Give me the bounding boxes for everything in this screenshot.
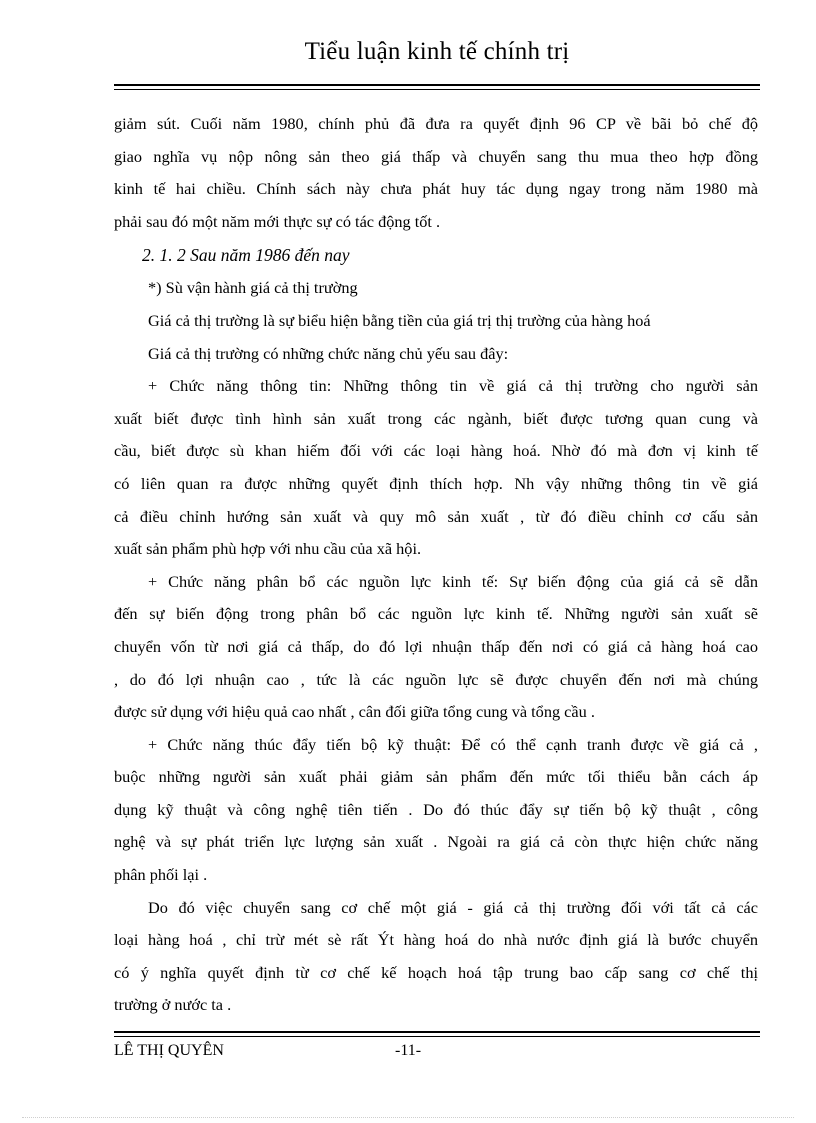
text-line: Giá cả thị trường là sự biểu hiện bằng tiền của giá trị thị trường của hàng hoá xyxy=(148,310,651,330)
text-line: chuyển vốn từ nơi giá cả thấp, do đó lợi nhuận thấp đến nơi có giá cả hàng hoá cao xyxy=(114,636,758,656)
footer-divider xyxy=(114,1031,760,1037)
text-line: kinh tế hai chiều. Chính sách này chưa phát huy tác dụng ngay trong năm 1980 mà xyxy=(114,179,758,199)
paragraph-4 xyxy=(114,338,758,371)
paragraph-2 xyxy=(114,272,758,305)
text-line: có ý nghĩa quyết định từ cơ chế kế hoạch hoá tập trung bao cấp sang cơ chế thị xyxy=(114,962,758,982)
text-line: + Chức năng phân bổ các nguồn lực kinh tế: Sự biến động của giá cả sẽ dẫn xyxy=(148,571,758,591)
text-line: cầu, biết được sù khan hiếm đối với các loại hàng hoá. Nhờ đó mà đơn vị kinh tế xyxy=(114,441,758,461)
footer-page-number: -11- xyxy=(395,1042,422,1059)
page-header-title: Tiểu luận kinh tế chính trị xyxy=(304,38,570,65)
text-line: được sử dụng với hiệu quả cao nhất , cân đối giữa tổng cung và tổng cầu . xyxy=(114,702,595,722)
text-line: dụng kỹ thuật và công nghệ tiên tiến . Do đó thúc đẩy sự tiến bộ kỹ thuật , công xyxy=(114,799,758,819)
text-line: có liên quan ra được những quyết định thích hợp. Nh vậy những thông tin về giá xyxy=(114,473,758,493)
paragraph-7 xyxy=(114,729,758,892)
page-edge-dotted-line xyxy=(22,1117,794,1118)
text-line: cả điều chỉnh hướng sản xuất và quy mô sản xuất , từ đó điều chỉnh cơ cấu sản xyxy=(114,506,758,526)
text-line: phải sau đó một năm mới thực sự có tác động tốt . xyxy=(114,211,441,231)
text-line: phân phối lại . xyxy=(114,865,208,885)
document-body xyxy=(114,108,758,1022)
section-heading: 2. 1. 2 Sau năm 1986 đến nay xyxy=(142,245,350,266)
footer-author: LÊ THỊ QUYÊN xyxy=(114,1042,224,1059)
text-line: Do đó việc chuyển sang cơ chế một giá - giá cả thị trường đối với tất cả các xyxy=(148,897,758,917)
paragraph-6 xyxy=(114,566,758,729)
text-line: giao nghĩa vụ nộp nông sản theo giá thấp và chuyển sang thu mua theo hợp đồng xyxy=(114,146,758,166)
paragraph-1 xyxy=(114,108,758,238)
paragraph-8 xyxy=(114,892,758,1022)
text-line: loại hàng hoá , chỉ trừ mét sè rất Ýt hàng hoá do nhà nước định giá là bước chuyển xyxy=(114,930,758,950)
text-line: xuất biết được tình hình sản xuất trong các ngành, biết được tương quan cung và xyxy=(114,408,758,428)
paragraph-3 xyxy=(114,305,758,338)
text-line: *) Sù vận hành giá cả thị trường xyxy=(148,278,358,298)
text-line: Giá cả thị trường có những chức năng chủ yếu sau đây: xyxy=(148,343,509,363)
paragraph-5 xyxy=(114,370,758,566)
header-divider xyxy=(114,84,760,90)
text-line: đến sự biến động trong phân bổ các nguồn lực kinh tế. Những người sản xuất sẽ xyxy=(114,604,758,624)
text-line: nghệ và sự phát triển lực lượng sản xuất . Ngoài ra giá cả còn thực hiện chức năng xyxy=(114,832,758,852)
text-line: , do đó lợi nhuận cao , tức là các nguồn lực sẽ được chuyển đến nơi mà chúng xyxy=(114,669,758,689)
text-line: xuất sản phẩm phù hợp với nhu cầu của xã hội. xyxy=(114,539,422,559)
text-line: buộc những người sản xuất phải giảm sản phẩm đến mức tối thiểu bằn cách áp xyxy=(114,767,758,787)
text-line: giảm sút. Cuối năm 1980, chính phủ đã đưa ra quyết định 96 CP về bãi bỏ chế độ xyxy=(114,114,758,133)
text-line: trường ở nước ta . xyxy=(114,995,232,1015)
text-line: + Chức năng thông tin: Những thông tin về giá cả thị trường cho người sản xyxy=(148,376,758,396)
text-line: + Chức năng thúc đẩy tiến bộ kỹ thuật: Để có thể cạnh tranh được về giá cả , xyxy=(148,734,758,754)
